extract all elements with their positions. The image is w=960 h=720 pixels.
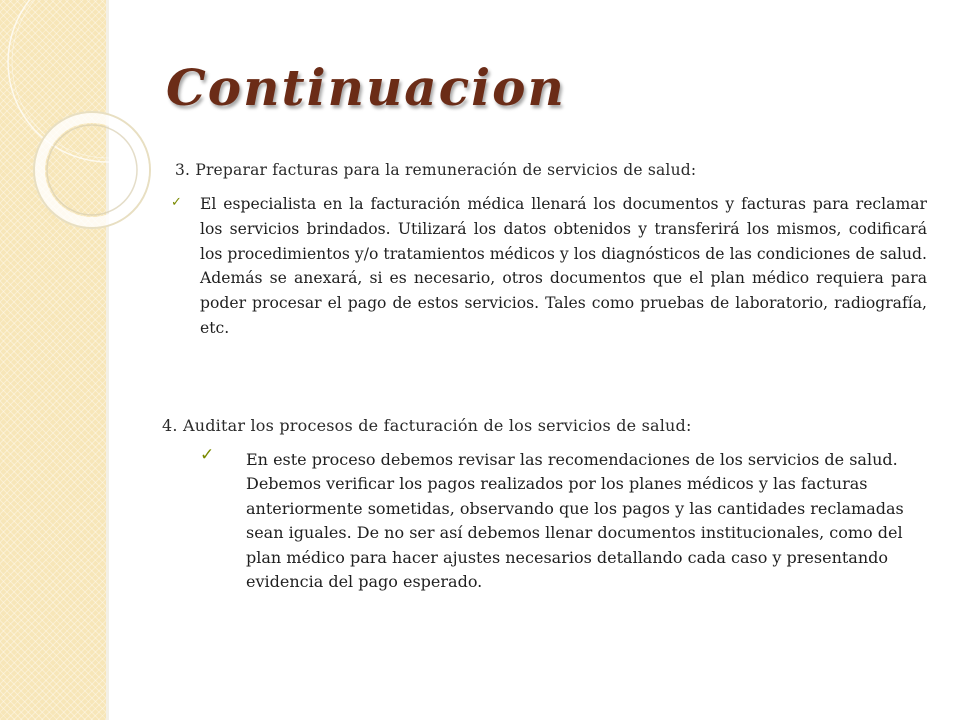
check-icon: ✓ (200, 445, 215, 465)
check-icon: ✓ (171, 195, 182, 210)
decorative-sidebar (0, 0, 108, 720)
section-3-heading: 3. Preparar facturas para la remuneración de servicios de salud: (175, 161, 697, 179)
section-3-bullet-text: El especialista en la facturación médica llenará los documentos y facturas para reclamar los servicios brindados. Utilizará los datos obtenidos y transferirá los mismos, codificará los procedimientos y/o tratamientos médicos y los diagnósticos de las condiciones de salud. Además se anexará, si es necesario, otros documentos que el plan médico requiera para poder procesar el pago de estos servicios. Tales como pruebas de laboratorio, radiografía, etc. (200, 195, 927, 337)
slide-title: Continuacion (166, 58, 566, 117)
section-4-bullet-text: En este proceso debemos revisar las recomendaciones de los servicios de salud. Debemos verificar los pagos realizados por los planes médicos y las facturas anteriormente sometidas, observando que los pagos y las cantidades reclamadas sean iguales. De no ser así debemos llenar documentos institucionales, como del plan médico para hacer ajustes necesarios detallando cada caso y presentando evidencia del pago esperado. (246, 450, 904, 592)
sidebar-divider (106, 0, 109, 720)
section-4-heading: 4. Auditar los procesos de facturación de los servicios de salud: (162, 416, 692, 435)
